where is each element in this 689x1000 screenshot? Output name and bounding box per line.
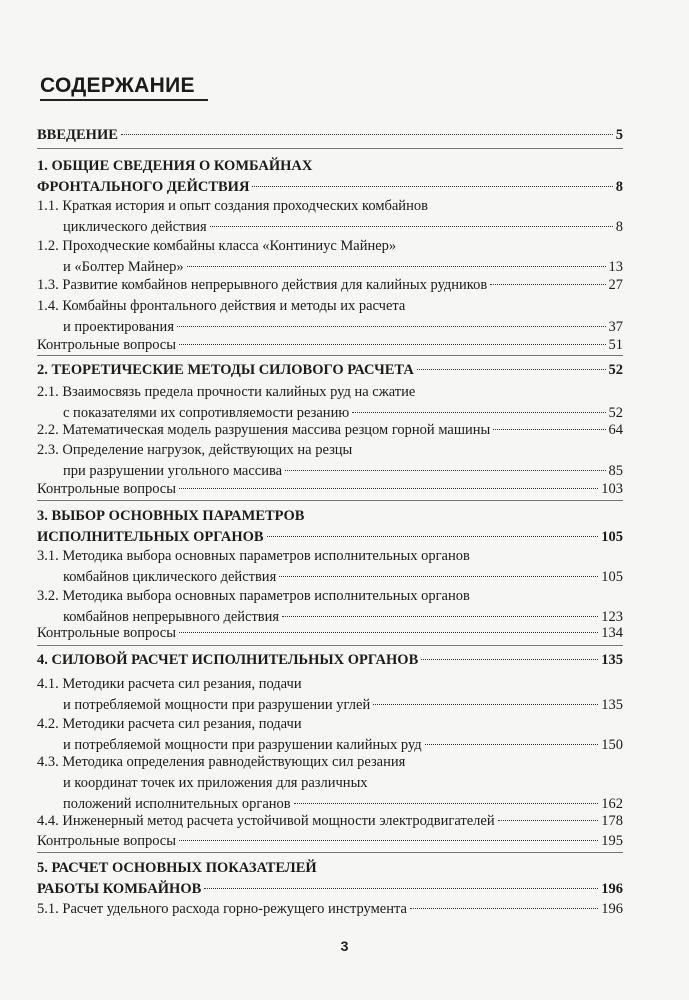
dot-leader — [252, 186, 612, 187]
toc-entry-intro[interactable] — [37, 125, 623, 146]
toc-entry-5-1[interactable] — [37, 899, 623, 920]
toc-entry-chapter-5[interactable] — [37, 858, 623, 900]
toc-entry-title: ВВЕДЕНИЕ — [37, 127, 118, 143]
toc-entry-page: 178 — [601, 813, 623, 829]
toc-entry-page: 5 — [615, 127, 623, 143]
toc-entry-1-3[interactable] — [37, 275, 623, 296]
toc-entry-page: 123 — [601, 609, 623, 625]
dot-leader — [179, 344, 606, 345]
toc-entry-title-line: и потребляемой мощности при разрушении калийных руд — [63, 737, 422, 753]
toc-entry-chapter-4[interactable] — [37, 650, 623, 671]
toc-entry-page: 105 — [601, 529, 623, 545]
toc-entry-chapter-3[interactable] — [37, 506, 623, 548]
toc-entry-chapter-1[interactable] — [37, 156, 623, 198]
toc-entry-4-1[interactable] — [37, 674, 623, 716]
toc-entry-questions-2[interactable] — [37, 479, 623, 500]
section-divider — [37, 355, 623, 356]
toc-entry-title-line: 1.4. Комбайны фронтального действия и методы их расчета — [37, 298, 406, 314]
page-number: 3 — [340, 938, 349, 954]
toc-entry-title: Контрольные вопросы — [37, 833, 176, 849]
toc-entry-title: 2. ТЕОРЕТИЧЕСКИЕ МЕТОДЫ СИЛОВОГО РАСЧЕТА — [37, 362, 414, 378]
dot-leader — [187, 266, 606, 267]
toc-entry-page: 27 — [608, 277, 623, 293]
toc-entry-questions-1[interactable] — [37, 335, 623, 356]
dot-leader — [279, 576, 598, 577]
toc-entry-title: 2.2. Математическая модель разрушения массива резцом горной машины — [37, 422, 491, 438]
toc-entry-title-line: 3.2. Методика выбора основных параметров исполнительных органов — [37, 588, 470, 604]
dot-leader — [417, 369, 606, 370]
dot-leader — [294, 803, 599, 804]
dot-leader — [352, 412, 605, 413]
toc-entry-chapter-2[interactable] — [37, 360, 623, 381]
toc-entry-page: 135 — [601, 652, 623, 668]
toc-entry-page: 162 — [601, 796, 623, 812]
toc-entry-title-line: 1.2. Проходческие комбайны класса «Континиус Майнер» — [37, 238, 397, 254]
dot-leader — [421, 659, 598, 660]
toc-entry-2-1[interactable] — [37, 382, 623, 424]
toc-entry-title-line: при разрушении угольного массива — [63, 463, 283, 479]
section-divider — [37, 148, 623, 149]
section-divider — [37, 645, 623, 646]
toc-entry-title: 4. СИЛОВОЙ РАСЧЕТ ИСПОЛНИТЕЛЬНЫХ ОРГАНОВ — [37, 652, 419, 668]
toc-entry-title: Контрольные вопросы — [37, 481, 176, 497]
toc-entry-page: 196 — [601, 901, 623, 917]
dot-leader — [282, 616, 598, 617]
toc-entry-4-2[interactable] — [37, 714, 623, 756]
toc-entry-4-4[interactable] — [37, 811, 623, 832]
dot-leader — [210, 226, 613, 227]
toc-entry-page: 150 — [601, 737, 623, 753]
toc-entry-title-line: и «Болтер Майнер» — [63, 259, 184, 275]
toc-entry-title-line: 3.1. Методика выбора основных параметров исполнительных органов — [37, 548, 470, 564]
toc-entry-title-line: ФРОНТАЛЬНОГО ДЕЙСТВИЯ — [37, 179, 250, 195]
toc-entry-page: 52 — [608, 405, 623, 421]
dot-leader — [179, 488, 598, 489]
dot-leader — [285, 470, 605, 471]
toc-entry-title: Контрольные вопросы — [37, 337, 176, 353]
toc-entry-title-line: циклического действия — [63, 219, 207, 235]
toc-entry-title-line: 4.3. Методика определения равнодействующих сил резания — [37, 754, 406, 770]
toc-entry-page: 13 — [608, 259, 623, 275]
toc-entry-title-line: 5. РАСЧЕТ ОСНОВНЫХ ПОКАЗАТЕЛЕЙ — [37, 860, 317, 876]
toc-entry-page: 195 — [601, 833, 623, 849]
toc-entry-2-3[interactable] — [37, 440, 623, 482]
section-divider — [37, 852, 623, 853]
dot-leader — [121, 134, 613, 135]
toc-entry-page: 37 — [608, 319, 623, 335]
toc-entry-title-line: 4.1. Методики расчета сил резания, подачи — [37, 676, 302, 692]
toc-entry-title: 5.1. Расчет удельного расхода горно-режущего инструмента — [37, 901, 407, 917]
toc-entry-title-line: положений исполнительных органов — [63, 796, 291, 812]
toc-entry-2-2[interactable] — [37, 420, 623, 441]
toc-entry-title: Контрольные вопросы — [37, 625, 176, 641]
toc-entry-title-line: 1.1. Краткая история и опыт создания проходческих комбайнов — [37, 198, 428, 214]
dot-leader — [493, 429, 605, 430]
toc-entry-page: 52 — [608, 362, 623, 378]
toc-entry-page: 134 — [601, 625, 623, 641]
toc-entry-page: 196 — [601, 881, 623, 897]
toc-entry-1-4[interactable] — [37, 296, 623, 338]
dot-leader — [179, 840, 598, 841]
toc-entry-page: 8 — [615, 179, 623, 195]
toc-entry-title-line: 2.3. Определение нагрузок, действующих на резцы — [37, 442, 353, 458]
toc-entry-page: 135 — [601, 697, 623, 713]
dot-leader — [410, 908, 598, 909]
toc-entry-title-line: 4.2. Методики расчета сил резания, подачи — [37, 716, 302, 732]
toc-entry-title-line: 3. ВЫБОР ОСНОВНЫХ ПАРАМЕТРОВ — [37, 508, 305, 524]
toc-entry-4-3[interactable] — [37, 752, 623, 815]
dot-leader — [267, 536, 599, 537]
toc-entry-page: 85 — [608, 463, 623, 479]
toc-entry-1-1[interactable] — [37, 196, 623, 238]
toc-entry-title-line: и проектирования — [63, 319, 174, 335]
toc-entry-3-1[interactable] — [37, 546, 623, 588]
toc-entry-title-line: комбайнов циклического действия — [63, 569, 277, 585]
toc-entry-page: 51 — [608, 337, 623, 353]
dot-leader — [204, 888, 598, 889]
toc-entry-3-2[interactable] — [37, 586, 623, 628]
toc-entry-title: 1.3. Развитие комбайнов непрерывного действия для калийных рудников — [37, 277, 488, 293]
dot-leader — [179, 632, 598, 633]
section-divider — [37, 500, 623, 501]
dot-leader — [498, 820, 599, 821]
toc-entry-page: 64 — [608, 422, 623, 438]
dot-leader — [373, 704, 598, 705]
toc-entry-questions-4[interactable] — [37, 831, 623, 852]
toc-entry-title-line: ИСПОЛНИТЕЛЬНЫХ ОРГАНОВ — [37, 529, 264, 545]
toc-entry-title-line: и потребляемой мощности при разрушении углей — [63, 697, 371, 713]
dot-leader — [490, 284, 605, 285]
toc-entry-title-line: с показателями их сопротивляемости резанию — [63, 405, 350, 421]
toc-entry-page: 105 — [601, 569, 623, 585]
toc-entry-questions-3[interactable] — [37, 623, 623, 644]
title-underline — [40, 99, 208, 101]
toc-entry-page: 8 — [615, 219, 623, 235]
toc-entry-title-line: РАБОТЫ КОМБАЙНОВ — [37, 881, 202, 897]
dot-leader — [425, 744, 599, 745]
toc-entry-1-2[interactable] — [37, 236, 623, 278]
toc-entry-title-line: 2.1. Взаимосвязь предела прочности калийных руд на сжатие — [37, 384, 416, 400]
toc-entry-page: 103 — [601, 481, 623, 497]
toc-entry-title: 4.4. Инженерный метод расчета устойчивой мощности электродвигателей — [37, 813, 495, 829]
toc-entry-title-line: 1. ОБЩИЕ СВЕДЕНИЯ О КОМБАЙНАХ — [37, 158, 313, 174]
page-title: СОДЕРЖАНИЕ — [40, 74, 195, 97]
toc-entry-title-line: комбайнов непрерывного действия — [63, 609, 280, 625]
toc-entry-title-line: и координат точек их приложения для различных — [63, 775, 368, 791]
dot-leader — [177, 326, 606, 327]
